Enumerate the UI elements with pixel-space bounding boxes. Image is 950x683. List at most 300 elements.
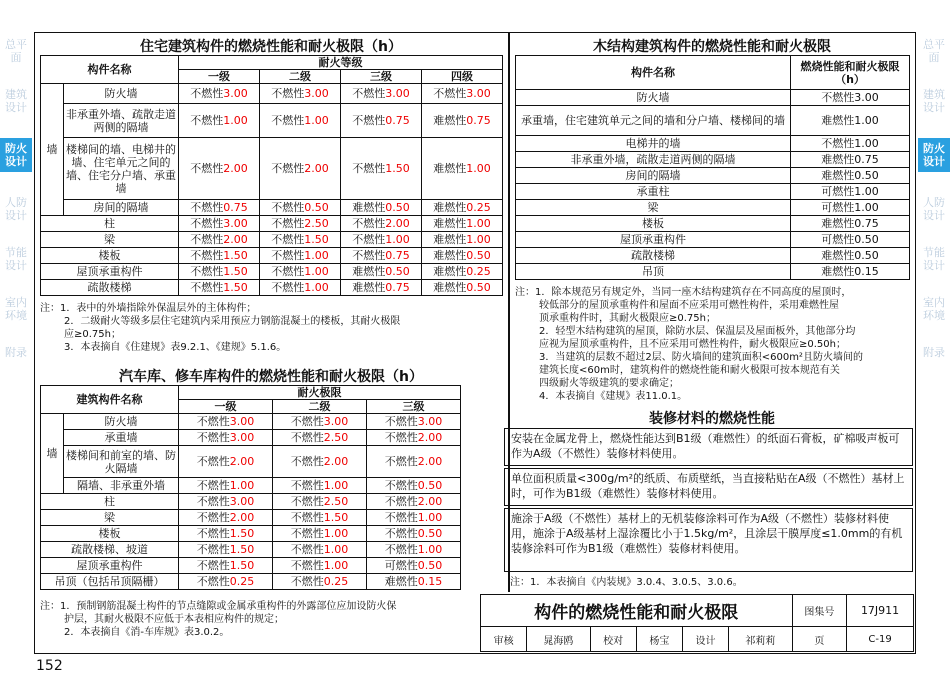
row-name: 隔墙、非承重外墙 (64, 478, 179, 494)
rating-cell (341, 216, 422, 232)
rating-cell: 不燃性3.00 (791, 90, 910, 106)
rating-cell (179, 574, 273, 590)
note-line: 四级耐火等级建筑的要求确定； (539, 378, 679, 389)
rating-cell (341, 138, 422, 200)
header-value: 燃烧性能和耐火极限（h） (791, 56, 910, 90)
rating-cell (179, 494, 273, 510)
rating-cell (273, 574, 367, 590)
rating-cell (260, 280, 341, 296)
t2-table (40, 385, 461, 590)
t2-title: 汽车库、修车库构件的燃烧性能和耐火极限（h） (119, 369, 423, 385)
designer: 祁莉莉 (729, 627, 792, 652)
row-name: 承重墙，住宅建筑单元之间的墙和分户墙、楼梯间的墙 (516, 106, 791, 136)
review-label: 审核 (481, 627, 527, 652)
material-class: 难燃性 (433, 114, 467, 127)
material-class: 不燃性 (433, 87, 467, 100)
note-line: 较低部分的屋顶承重构件和屋面不应采用可燃性构件，采用难燃性屋 (539, 300, 839, 311)
table-row (41, 138, 503, 200)
table-row (41, 248, 503, 264)
row-name: 吊顶（包括吊顶隔栅） (41, 574, 179, 590)
fire-rating: 1.00 (466, 162, 491, 175)
rating-cell (179, 104, 260, 138)
row-name: 吊顶 (516, 264, 791, 280)
fire-rating: 1.50 (385, 162, 410, 175)
material-class: 不燃性 (384, 527, 418, 540)
table-row (516, 232, 910, 248)
rating-cell (260, 200, 341, 216)
rating-cell: 难燃性1.00 (791, 106, 910, 136)
fire-rating: 2.50 (323, 431, 349, 444)
set-label: 图集号 (792, 595, 847, 627)
rating-cell (422, 138, 503, 200)
table-row (41, 446, 461, 478)
fire-rating: 1.00 (417, 511, 443, 524)
fire-rating: 2.00 (304, 162, 329, 175)
rating-cell: 难燃性0.50 (791, 248, 910, 264)
rating-cell (367, 446, 461, 478)
fire-rating: 1.50 (223, 281, 248, 294)
fire-rating: 2.00 (417, 455, 443, 468)
table-row (41, 510, 461, 526)
fire-rating: 0.50 (385, 201, 410, 214)
material-class: 可燃性 (384, 559, 418, 572)
rating-cell (273, 526, 367, 542)
material-class: 不燃性 (196, 575, 230, 588)
grade-header: 三级 (341, 70, 422, 84)
fire-rating: 1.00 (304, 265, 329, 278)
fire-rating: 2.00 (417, 431, 443, 444)
material-class: 不燃性 (190, 233, 224, 246)
rating-cell (260, 138, 341, 200)
material-class: 不燃性 (384, 543, 418, 556)
rating-cell (273, 430, 367, 446)
material-class: 不燃性 (290, 415, 324, 428)
material-class: 不燃性 (271, 281, 305, 294)
fire-rating: 1.00 (417, 543, 443, 556)
material-class: 不燃性 (271, 162, 305, 175)
fire-rating: 1.00 (323, 527, 349, 540)
page-number: 152 (36, 658, 63, 674)
rating-cell (179, 510, 273, 526)
section-nav-item[interactable]: 总平面 (5, 38, 27, 64)
row-name: 非承重外墙，疏散走道两侧的隔墙 (516, 152, 791, 168)
row-name: 承重墙 (64, 430, 179, 446)
fire-rating: 0.50 (466, 281, 491, 294)
fire-rating: 3.00 (223, 217, 248, 230)
note-line: 2．二级耐火等级多层住宅建筑内采用预应力钢筋混凝土的楼板，其耐火极限 (64, 316, 401, 327)
table-row (516, 136, 910, 152)
rating-cell: 可燃性1.00 (791, 184, 910, 200)
rating-cell (273, 478, 367, 494)
material-class: 不燃性 (352, 249, 386, 262)
deco-item: 施涂于A级（不燃性）基材上的无机装修涂料可作为A级（不燃性）装修材料使用，施涂于A级基材上湿涂覆比小于1.5kg/m²，且涂层干膜厚度≤1.0mm的有机装修涂料可作为B1级（难燃性）装修材料使用。 (504, 508, 913, 572)
material-class: 不燃性 (196, 527, 230, 540)
table-row (41, 478, 461, 494)
material-class: 不燃性 (290, 431, 324, 444)
material-class: 不燃性 (384, 511, 418, 524)
rating-cell: 难燃性0.75 (791, 152, 910, 168)
rating-cell (367, 510, 461, 526)
fire-rating: 0.75 (385, 114, 410, 127)
fire-rating: 0.50 (417, 559, 443, 572)
rating-cell (367, 526, 461, 542)
material-class: 不燃性 (352, 114, 386, 127)
row-name: 屋顶承重构件 (41, 558, 179, 574)
row-name: 柱 (41, 494, 179, 510)
material-class: 不燃性 (290, 559, 324, 572)
material-class: 不燃性 (190, 217, 224, 230)
note-line: 3．本表摘自《住建规》表9.2.1、《建规》5.1.6。 (64, 342, 287, 353)
fire-rating: 0.50 (417, 479, 443, 492)
fire-rating: 0.75 (385, 281, 410, 294)
row-name: 非承重外墙、疏散走道两侧的隔墙 (64, 104, 179, 138)
rating-cell (422, 216, 503, 232)
section-nav-item[interactable]: 防火设计 (0, 138, 32, 172)
note-line: 建筑长度<60m时，建筑构件的燃烧性能和耐火极限可按本规范有关 (539, 365, 840, 376)
material-class: 难燃性 (352, 281, 386, 294)
fire-rating: 1.50 (223, 265, 248, 278)
material-class: 难燃性 (433, 162, 467, 175)
rating-cell (273, 542, 367, 558)
rating-cell (179, 446, 273, 478)
rating-cell (341, 264, 422, 280)
row-name: 疏散楼梯、坡道 (41, 542, 179, 558)
section-nav-item[interactable]: 附录 (5, 346, 27, 359)
rating-cell (273, 446, 367, 478)
rating-cell (179, 478, 273, 494)
fire-rating: 0.25 (466, 201, 491, 214)
fire-rating: 1.00 (304, 281, 329, 294)
material-class: 不燃性 (190, 87, 224, 100)
design-label: 设计 (682, 627, 728, 652)
fire-rating: 3.00 (229, 431, 255, 444)
note-line: 注：1．除本规范另有规定外，当同一座木结构建筑存在不同高度的屋顶时， (515, 287, 852, 298)
section-nav-item[interactable]: 节能设计 (5, 246, 27, 272)
material-class: 不燃性 (190, 265, 224, 278)
wall-group: 墙 (41, 414, 64, 494)
row-name: 楼板 (41, 526, 179, 542)
row-name: 承重柱 (516, 184, 791, 200)
material-class: 不燃性 (384, 415, 418, 428)
material-class: 不燃性 (196, 511, 230, 524)
row-name: 梁 (516, 200, 791, 216)
deco-note: 注：1．本表摘自《内装规》3.0.4、3.0.5、3.0.6。 (510, 577, 743, 588)
row-name: 楼板 (41, 248, 179, 264)
rating-cell (341, 232, 422, 248)
rating-cell (341, 280, 422, 296)
material-class: 不燃性 (271, 87, 305, 100)
t1-table (40, 55, 503, 296)
table-row (516, 152, 910, 168)
fire-rating: 3.00 (417, 415, 443, 428)
fire-rating: 0.25 (323, 575, 349, 588)
section-nav-item[interactable]: 建筑设计 (923, 88, 945, 114)
header-grade: 耐火等级 (179, 56, 503, 70)
rating-cell (260, 232, 341, 248)
material-class: 难燃性 (433, 233, 467, 246)
rating-cell (422, 84, 503, 104)
rating-cell (341, 200, 422, 216)
fire-rating: 1.50 (323, 511, 349, 524)
rating-cell (179, 430, 273, 446)
check-label: 校对 (590, 627, 636, 652)
header-name: 建筑构件名称 (41, 386, 179, 414)
rating-cell (422, 200, 503, 216)
rating-cell (260, 104, 341, 138)
material-class: 难燃性 (433, 201, 467, 214)
fire-rating: 2.00 (385, 217, 410, 230)
rating-cell (179, 542, 273, 558)
material-class: 不燃性 (352, 217, 386, 230)
rating-cell (367, 478, 461, 494)
material-class: 不燃性 (271, 217, 305, 230)
material-class: 不燃性 (196, 495, 230, 508)
checker: 杨宝 (636, 627, 682, 652)
table-row (41, 264, 503, 280)
fire-rating: 3.00 (223, 87, 248, 100)
material-class: 不燃性 (196, 431, 230, 444)
material-class: 不燃性 (352, 162, 386, 175)
t3-notes (515, 286, 910, 403)
page-code: C-19 (847, 627, 914, 652)
fire-rating: 0.75 (385, 249, 410, 262)
rating-cell (179, 200, 260, 216)
table-row (41, 232, 503, 248)
rating-cell (260, 264, 341, 280)
fire-rating: 1.00 (304, 249, 329, 262)
material-class: 难燃性 (433, 217, 467, 230)
rating-cell (179, 216, 260, 232)
table-row (41, 200, 503, 216)
title-block (480, 594, 914, 652)
fire-rating: 3.00 (304, 87, 329, 100)
rating-cell (179, 280, 260, 296)
grade-header: 一级 (179, 400, 273, 414)
section-nav-item[interactable]: 附录 (923, 346, 945, 359)
table-row (516, 264, 910, 280)
grade-header: 一级 (179, 70, 260, 84)
material-class: 不燃性 (190, 201, 224, 214)
fire-rating: 1.00 (385, 233, 410, 246)
material-class: 不燃性 (190, 114, 224, 127)
row-name: 疏散楼梯 (516, 248, 791, 264)
row-name: 楼梯间的墙、电梯井的墙、住宅单元之间的墙、住宅分户墙、承重墙 (64, 138, 179, 200)
t2-notes (40, 600, 510, 639)
table-row (41, 494, 461, 510)
rating-cell (179, 558, 273, 574)
rating-cell (273, 414, 367, 430)
fire-rating: 1.00 (466, 217, 491, 230)
section-nav-item[interactable]: 人防设计 (923, 196, 945, 222)
material-class: 不燃性 (271, 265, 305, 278)
section-nav-item[interactable]: 总平面 (923, 38, 945, 64)
row-name: 防火墙 (516, 90, 791, 106)
fire-rating: 2.00 (229, 511, 255, 524)
section-nav-item[interactable]: 人防设计 (5, 196, 27, 222)
material-class: 不燃性 (196, 543, 230, 556)
deco-item: 安装在金属龙骨上，燃烧性能达到B1级（难燃性）的纸面石膏板，矿棉吸声板可作为A级（不燃性）装修材料使用。 (504, 428, 913, 466)
material-class: 不燃性 (352, 87, 386, 100)
material-class: 不燃性 (384, 455, 418, 468)
material-class: 不燃性 (271, 249, 305, 262)
set-number: 17J911 (847, 595, 914, 627)
row-name: 房间的隔墙 (64, 200, 179, 216)
rating-cell: 难燃性0.75 (791, 216, 910, 232)
fire-rating: 2.00 (223, 233, 248, 246)
table-row (516, 200, 910, 216)
table-row (516, 248, 910, 264)
fire-rating: 1.00 (229, 479, 255, 492)
material-class: 不燃性 (190, 162, 224, 175)
note-line: 2．轻型木结构建筑的屋顶，除防水层、保温层及屋面板外，其他部分均 (539, 326, 856, 337)
fire-rating: 0.15 (417, 575, 443, 588)
table-row (41, 104, 503, 138)
fire-rating: 0.25 (229, 575, 255, 588)
note-line: 顶承重构件时，其耐火极限应≥0.75h； (539, 313, 716, 324)
table-row (516, 90, 910, 106)
table-row (516, 184, 910, 200)
fire-rating: 0.50 (304, 201, 329, 214)
fire-rating: 2.00 (323, 455, 349, 468)
fire-rating: 1.50 (223, 249, 248, 262)
deco-title: 装修材料的燃烧性能 (649, 411, 775, 427)
fire-rating: 1.00 (304, 114, 329, 127)
section-nav-item[interactable]: 室内环境 (923, 296, 945, 322)
grade-header: 二级 (260, 70, 341, 84)
material-class: 难燃性 (352, 265, 386, 278)
row-name: 房间的隔墙 (516, 168, 791, 184)
material-class: 不燃性 (290, 527, 324, 540)
t1-title: 住宅建筑构件的燃烧性能和耐火极限（h） (140, 39, 402, 55)
rating-cell (422, 264, 503, 280)
fire-rating: 1.50 (229, 559, 255, 572)
material-class: 不燃性 (271, 201, 305, 214)
section-nav-item[interactable]: 防火设计 (918, 138, 950, 172)
table-row (41, 430, 461, 446)
rating-cell (367, 542, 461, 558)
material-class: 不燃性 (384, 495, 418, 508)
row-name: 防火墙 (64, 414, 179, 430)
rating-cell: 难燃性0.50 (791, 168, 910, 184)
row-name: 屋顶承重构件 (516, 232, 791, 248)
rating-cell (260, 248, 341, 264)
table-row (41, 84, 503, 104)
rating-cell (179, 264, 260, 280)
fire-rating: 1.00 (323, 559, 349, 572)
fire-rating: 3.00 (385, 87, 410, 100)
material-class: 难燃性 (352, 201, 386, 214)
rating-cell (273, 558, 367, 574)
row-name: 电梯井的墙 (516, 136, 791, 152)
fire-rating: 3.00 (229, 415, 255, 428)
grade-header: 三级 (367, 400, 461, 414)
rating-cell (422, 232, 503, 248)
fire-rating: 2.50 (323, 495, 349, 508)
fire-rating: 2.50 (304, 217, 329, 230)
fire-rating: 2.00 (417, 495, 443, 508)
fire-rating: 2.00 (229, 455, 255, 468)
material-class: 难燃性 (433, 265, 467, 278)
fire-rating: 1.00 (323, 543, 349, 556)
note-line: 应视为屋顶承重构件，且不应采用可燃性构件，耐火极限应≥0.50h； (539, 339, 846, 350)
row-name: 楼梯间和前室的墙、防火隔墙 (64, 446, 179, 478)
material-class: 不燃性 (290, 495, 324, 508)
rating-cell (179, 248, 260, 264)
material-class: 不燃性 (196, 559, 230, 572)
row-name: 屋顶承重构件 (41, 264, 179, 280)
material-class: 难燃性 (384, 575, 418, 588)
material-class: 不燃性 (196, 455, 230, 468)
rating-cell (367, 494, 461, 510)
note-line: 4．本表摘自《建规》表11.0.1。 (539, 391, 688, 402)
material-class: 不燃性 (290, 511, 324, 524)
material-class: 不燃性 (290, 575, 324, 588)
section-nav-item[interactable]: 室内环境 (5, 296, 27, 322)
material-class: 不燃性 (384, 431, 418, 444)
fire-rating: 0.75 (466, 114, 491, 127)
header-grade: 耐火极限 (179, 386, 461, 400)
fire-rating: 0.50 (417, 527, 443, 540)
wall-group: 墙 (41, 84, 64, 216)
fire-rating: 1.50 (229, 527, 255, 540)
note-line: 2．本表摘自《消-车库规》表3.0.2。 (64, 627, 230, 638)
table-row (41, 542, 461, 558)
fire-rating: 1.50 (229, 543, 255, 556)
fire-rating: 1.50 (304, 233, 329, 246)
table-row (41, 574, 461, 590)
fire-rating: 1.00 (223, 114, 248, 127)
deco-item: 单位面积质量<300g/m²的纸质、布质壁纸，当直接粘贴在A级（不燃性）基材上时，可作为B1级（难燃性）装修材料使用。 (504, 468, 913, 506)
note-line: 3．当建筑的层数不超过2层、防火墙间的建筑面积<600m²且防火墙间的 (539, 352, 863, 363)
material-class: 不燃性 (290, 455, 324, 468)
rating-cell (179, 138, 260, 200)
t3-table (515, 55, 910, 280)
fire-rating: 1.00 (466, 233, 491, 246)
rating-cell (179, 232, 260, 248)
t3-title: 木结构建筑构件的燃烧性能和耐火极限 (593, 39, 831, 55)
rating-cell: 难燃性0.15 (791, 264, 910, 280)
section-nav-item[interactable]: 节能设计 (923, 246, 945, 272)
rating-cell: 可燃性1.00 (791, 200, 910, 216)
rating-cell (341, 104, 422, 138)
section-nav-item[interactable]: 建筑设计 (5, 88, 27, 114)
left-section-nav (2, 38, 30, 383)
note-line: 应≥0.75h； (64, 329, 121, 340)
table-row (41, 280, 503, 296)
rating-cell (367, 414, 461, 430)
rating-cell: 可燃性0.50 (791, 232, 910, 248)
fire-rating: 0.50 (385, 265, 410, 278)
row-name: 柱 (41, 216, 179, 232)
row-name: 防火墙 (64, 84, 179, 104)
rating-cell (422, 104, 503, 138)
material-class: 难燃性 (433, 249, 467, 262)
fire-rating: 2.00 (223, 162, 248, 175)
table-row (516, 106, 910, 136)
table-row (41, 216, 503, 232)
material-class: 难燃性 (433, 281, 467, 294)
material-class: 不燃性 (190, 249, 224, 262)
rating-cell (341, 248, 422, 264)
rating-cell (273, 510, 367, 526)
rating-cell (422, 280, 503, 296)
rating-cell (367, 558, 461, 574)
fire-rating: 1.00 (323, 479, 349, 492)
fire-rating: 3.00 (466, 87, 491, 100)
material-class: 不燃性 (271, 233, 305, 246)
note-line: 注：1．表中的外墙指除外保温层外的主体构件； (40, 303, 257, 314)
table-row (41, 526, 461, 542)
